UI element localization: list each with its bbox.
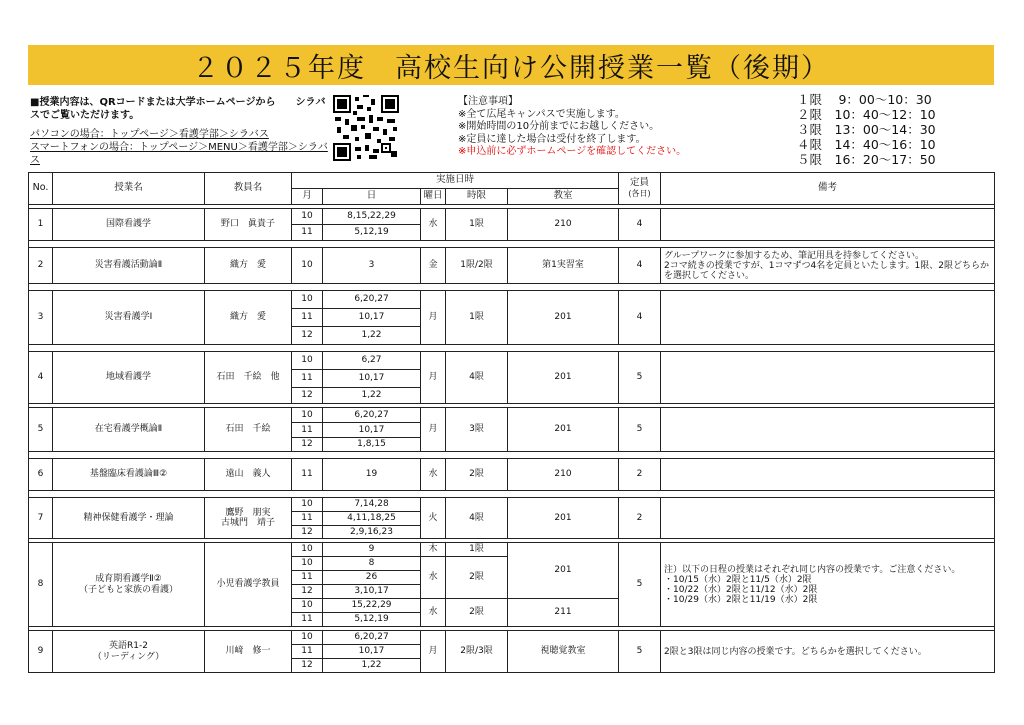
table-cell: 10: [292, 543, 323, 557]
table-cell: [661, 291, 995, 345]
table-cell: 7: [29, 498, 53, 539]
table-cell: 注）以下の日程の授業はそれぞれ同じ内容の授業です。ご注意ください。 ・10/15（水）2限と11/5（水）2限 ・10/22（水）2限と11/12（水）2限 ・10/29（水）2限と11/19（水）2限: [661, 543, 995, 627]
table-cell: 2限: [446, 459, 508, 491]
table-cell: 4限: [446, 498, 508, 539]
table-cell: グループワークに参加するため、筆記用具を持参してください。 2コマ続きの授業ですが、1コマずつ4名を定員といたします。1限、2限どちらかを選択してください。: [661, 248, 995, 284]
table-cell: 19: [323, 459, 421, 491]
table-cell: 210: [508, 459, 619, 491]
header-room: 教室: [508, 189, 619, 205]
table-cell: 水: [421, 459, 446, 491]
header-no: No.: [29, 173, 53, 205]
table-cell: 1限: [446, 291, 508, 345]
table-cell: 10,17: [323, 645, 421, 659]
table-cell: 4,11,18,25: [323, 512, 421, 526]
table-cell: 12: [292, 659, 323, 673]
table-cell: (各日): [628, 188, 651, 198]
table-cell: 201: [508, 408, 619, 452]
table-cell: 6,20,27: [323, 291, 421, 309]
page-title: ２０２５年度 高校生向け公開授業一覧（後期）: [192, 52, 830, 84]
table-cell: 5: [29, 408, 53, 452]
table-cell: 201: [508, 352, 619, 404]
table-cell: 3,10,17: [323, 585, 421, 599]
table-cell: 2: [619, 498, 661, 539]
table-cell: 5: [619, 543, 661, 627]
table-cell: 災害看護活動論Ⅱ: [53, 248, 205, 284]
notice-box: [458, 96, 758, 159]
header-schedule: 実施日時: [292, 173, 619, 189]
table-cell: 12: [292, 526, 323, 539]
table-cell: 8: [29, 543, 53, 627]
table-cell: 11: [292, 512, 323, 526]
table-cell: 金: [421, 248, 446, 284]
table-cell: 4: [29, 352, 53, 404]
table-cell: 12: [292, 327, 323, 345]
period-times: [797, 92, 936, 167]
course-row: [29, 408, 995, 423]
course-row: [29, 209, 995, 225]
table-cell: [661, 498, 995, 539]
table-cell: 9: [323, 543, 421, 557]
notice-warning: ※申込前に必ずホームページを確認してください。: [458, 146, 687, 157]
table-cell: 11: [292, 459, 323, 491]
notice-line: ※全て広尾キャンパスで実施します。: [458, 108, 625, 120]
table-cell: 10: [292, 408, 323, 423]
table-cell: 11: [292, 645, 323, 659]
table-cell: 11: [292, 613, 323, 627]
table-cell: 2,9,16,23: [323, 526, 421, 539]
table-cell: 5: [619, 631, 661, 673]
table-cell: 10: [292, 352, 323, 370]
header-weekday: 曜日: [421, 189, 446, 205]
period-time: ２限 10：40～12：10: [797, 107, 936, 122]
table-cell: 水: [421, 557, 446, 599]
table-cell: 5,12,19: [323, 225, 421, 241]
course-row: [29, 459, 995, 491]
table-cell: 遠山 義人: [205, 459, 292, 491]
course-row: [29, 543, 995, 557]
table-cell: 5: [619, 352, 661, 404]
period-time: ５限 16：20～17：50: [797, 152, 936, 167]
table-cell: 災害看護学Ⅰ: [53, 291, 205, 345]
table-cell: 1: [29, 209, 53, 241]
table-cell: [661, 352, 995, 404]
table-cell: 織方 愛: [205, 248, 292, 284]
header-day: 日: [323, 189, 421, 205]
table-cell: 1,22: [323, 327, 421, 345]
table-cell: 6,27: [323, 352, 421, 370]
table-cell: 国際看護学: [53, 209, 205, 241]
table-cell: 成育期看護学Ⅱ② （子どもと家族の看護）: [53, 543, 205, 627]
header-teacher: 教員名: [205, 173, 292, 205]
table-cell: 1,22: [323, 388, 421, 404]
header-remarks: 備考: [661, 173, 995, 205]
table-cell: 1限: [446, 209, 508, 241]
table-cell: 6: [29, 459, 53, 491]
table-cell: 精神保健看護学・理論: [53, 498, 205, 539]
table-cell: 視聴覚教室: [508, 631, 619, 673]
course-row: [29, 631, 995, 645]
table-cell: 15,22,29: [323, 599, 421, 613]
table-cell: 1,8,15: [323, 438, 421, 452]
course-row: [29, 248, 995, 284]
table-cell: 石田 千絵 他: [205, 352, 292, 404]
table-cell: 10: [292, 248, 323, 284]
table-cell: 11: [292, 423, 323, 438]
header-capacity: [619, 173, 661, 205]
table-cell: 2限と3限は同じ内容の授業です。どちらかを選択してください。: [661, 631, 995, 673]
header-course: 授業名: [53, 173, 205, 205]
course-row: [29, 498, 995, 512]
table-cell: 201: [508, 291, 619, 345]
table-cell: 10: [292, 498, 323, 512]
table-cell: 水: [421, 599, 446, 627]
table-cell: 4: [619, 209, 661, 241]
syllabus-info: [30, 96, 330, 167]
table-cell: 6,20,27: [323, 631, 421, 645]
table-cell: 10,17: [323, 370, 421, 388]
table-cell: 1,22: [323, 659, 421, 673]
table-cell: 10: [292, 209, 323, 225]
course-row: [29, 352, 995, 370]
table-cell: 4: [619, 291, 661, 345]
table-cell: 10: [292, 557, 323, 571]
table-cell: 9: [29, 631, 53, 673]
table-cell: 26: [323, 571, 421, 585]
table-cell: 2限: [446, 557, 508, 599]
table-cell: 木: [421, 543, 446, 557]
table-cell: 12: [292, 585, 323, 599]
table-cell: 211: [508, 599, 619, 627]
course-row: [29, 291, 995, 309]
table-cell: 2: [619, 459, 661, 491]
table-cell: [661, 209, 995, 241]
table-cell: 野口 眞貴子: [205, 209, 292, 241]
table-cell: 10: [292, 291, 323, 309]
table-cell: 地域看護学: [53, 352, 205, 404]
table-cell: 月: [421, 408, 446, 452]
table-cell: 8,15,22,29: [323, 209, 421, 225]
table-cell: 英語R1-2 （リーディング）: [53, 631, 205, 673]
table-cell: 8: [323, 557, 421, 571]
period-time: ４限 14：40～16：10: [797, 137, 936, 152]
table-cell: 定員: [630, 177, 650, 188]
notice-line: ※開始時間の10分前までにお越しください。: [458, 121, 660, 132]
table-cell: 3: [29, 291, 53, 345]
table-cell: 201: [508, 498, 619, 539]
table-cell: 12: [292, 388, 323, 404]
table-cell: [661, 408, 995, 452]
table-cell: 基盤臨床看護論Ⅲ②: [53, 459, 205, 491]
table-cell: 2: [29, 248, 53, 284]
period-time: １限 9：00～10：30: [797, 92, 932, 107]
table-cell: 11: [292, 309, 323, 327]
pc-syllabus-link[interactable]: パソコンの場合：トップページ＞看護学部＞シラバス: [30, 129, 269, 140]
table-cell: 2限: [446, 599, 508, 627]
table-cell: 210: [508, 209, 619, 241]
table-cell: 5: [619, 408, 661, 452]
phone-syllabus-link[interactable]: スマートフォンの場合：トップページ＞MENU＞看護学部＞シラバス: [30, 142, 328, 166]
table-cell: 10,17: [323, 423, 421, 438]
table-cell: 月: [421, 291, 446, 345]
qr-code[interactable]: [333, 95, 399, 161]
table-cell: 石田 千絵: [205, 408, 292, 452]
table-cell: 7,14,28: [323, 498, 421, 512]
table-cell: 6,20,27: [323, 408, 421, 423]
table-cell: 月: [421, 352, 446, 404]
table-cell: 織方 愛: [205, 291, 292, 345]
table-cell: 在宅看護学概論Ⅱ: [53, 408, 205, 452]
header-month: 月: [292, 189, 323, 205]
title-bar: [28, 45, 994, 85]
table-cell: 10: [292, 599, 323, 613]
table-cell: 11: [292, 571, 323, 585]
notice-line: ※定員に達した場合は受付を終了します。: [458, 133, 646, 145]
course-table: [28, 172, 995, 673]
table-cell: 鷹野 朋実 古城門 靖子: [205, 498, 292, 539]
table-cell: 火: [421, 498, 446, 539]
table-cell: 10: [292, 631, 323, 645]
table-cell: 4限: [446, 352, 508, 404]
table-cell: 1限: [446, 543, 508, 557]
table-cell: 小児看護学教員: [205, 543, 292, 627]
table-cell: 月: [421, 631, 446, 673]
table-cell: 1限/2限: [446, 248, 508, 284]
table-cell: 2限/3限: [446, 631, 508, 673]
table-cell: [661, 459, 995, 491]
table-cell: 4: [619, 248, 661, 284]
table-cell: 201: [508, 543, 619, 599]
table-cell: 12: [292, 438, 323, 452]
notice-heading: 【注意事項】: [458, 96, 518, 107]
syllabus-info-text: ■授業内容は、QRコードまたは大学ホームページから シラバスでご覧いただけます。: [30, 97, 326, 121]
table-cell: 11: [292, 370, 323, 388]
table-cell: 3限: [446, 408, 508, 452]
period-time: ３限 13：00～14：30: [797, 122, 936, 137]
table-cell: 第1実習室: [508, 248, 619, 284]
table-cell: 10,17: [323, 309, 421, 327]
table-cell: 11: [292, 225, 323, 241]
header-period: 時限: [446, 189, 508, 205]
table-cell: 5,12,19: [323, 613, 421, 627]
table-cell: 川﨑 修一: [205, 631, 292, 673]
table-cell: 3: [323, 248, 421, 284]
table-cell: 水: [421, 209, 446, 241]
